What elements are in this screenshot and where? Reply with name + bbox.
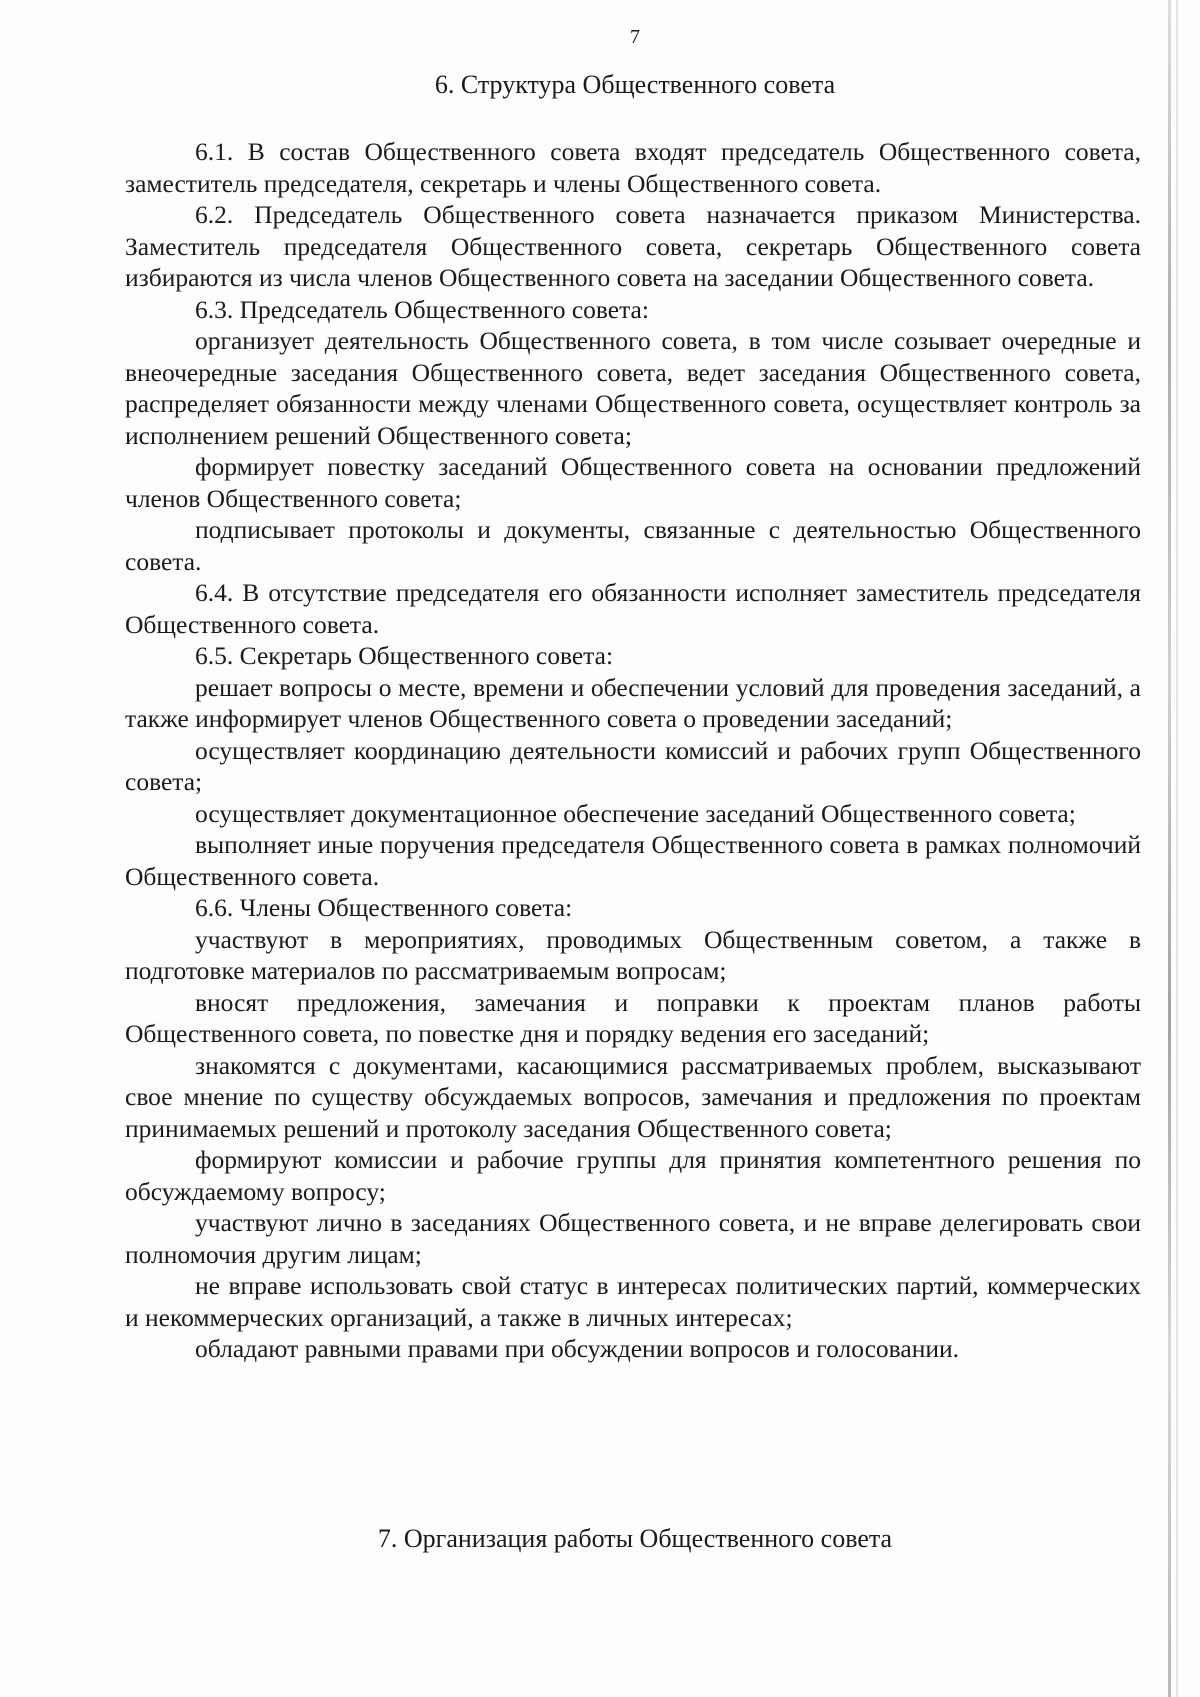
section-6-body: [125, 136, 1141, 1365]
section-6-heading: 6. Структура Общественного совета: [434, 70, 836, 99]
section-7-heading: 7. Организация работы Общественного совета: [377, 1524, 893, 1553]
list-item: участвуют лично в заседаниях Общественного совета, и не вправе делегировать свои полномочия другим лицам;: [125, 1208, 1141, 1269]
list-item: вносят предложения, замечания и поправки к проектам планов работы Общественного совета, по повестке дня и порядку ведения его заседаний;: [125, 987, 1141, 1048]
paragraph-6-2: 6.2. Председатель Общественного совета назначается приказом Министерства. Заместитель председателя Общественного совета, секретарь Общественного совета избираются из числа членов Общественного совета на заседании Общественного совета.: [125, 200, 1141, 292]
paragraph-6-1: 6.1. В состав Общественного совета входят председатель Общественного совета, заместитель председателя, секретарь и члены Общественного совета.: [125, 137, 1141, 198]
paragraph-6-6: 6.6. Члены Общественного совета:: [195, 893, 573, 922]
paragraph-6-5: 6.5. Секретарь Общественного совета:: [195, 641, 614, 670]
list-item: организует деятельность Общественного совета, в том числе созывает очередные и внеочередные заседания Общественного совета, ведет заседания Общественного совета, распределяет обязанности между членами Общественного совета, осуществляет контроль за исполнением решений Общественного совета;: [125, 326, 1141, 450]
list-item: решает вопросы о месте, времени и обеспечении условий для проведения заседаний, а также информирует членов Общественного совета о проведении заседаний;: [125, 672, 1141, 733]
list-item: не вправе использовать свой статус в интересах политических партий, коммерческих и некоммерческих организаций, а также в личных интересах;: [125, 1271, 1141, 1332]
scan-edge-line: [1176, 0, 1178, 1697]
list-item: знакомятся с документами, касающимися рассматриваемых проблем, высказывают свое мнение по существу обсуждаемых вопросов, замечания и предложения по проектам принимаемых решений и протоколу заседания Общественного совета;: [125, 1050, 1141, 1143]
list-item: подписывает протоколы и документы, связанные с деятельностью Общественного совета.: [125, 515, 1141, 576]
list-item: формирует повестку заседаний Общественного совета на основании предложений членов Общественного совета;: [125, 452, 1141, 513]
list-item: участвуют в мероприятиях, проводимых Общественным советом, а также в подготовке материалов по рассматриваемым вопросам;: [125, 924, 1141, 985]
list-item: осуществляет документационное обеспечение заседаний Общественного совета;: [195, 798, 1076, 828]
list-item: осуществляет координацию деятельности комиссий и рабочих групп Общественного совета;: [125, 735, 1141, 796]
paragraph-6-4: 6.4. В отсутствие председателя его обязанности исполняет заместитель председателя Общественного совета.: [125, 578, 1141, 639]
paragraph-6-3: 6.3. Председатель Общественного совета:: [195, 294, 649, 324]
scan-edge-line: [1168, 0, 1171, 1697]
list-item: формируют комиссии и рабочие группы для принятия компетентного решения по обсуждаемому вопросу;: [125, 1145, 1141, 1206]
list-item: выполняет иные поручения председателя Общественного совета в рамках полномочий Общественного совета.: [125, 830, 1141, 891]
page-number: 7: [630, 26, 640, 48]
list-item: обладают равными правами при обсуждении вопросов и голосовании.: [195, 1334, 960, 1363]
